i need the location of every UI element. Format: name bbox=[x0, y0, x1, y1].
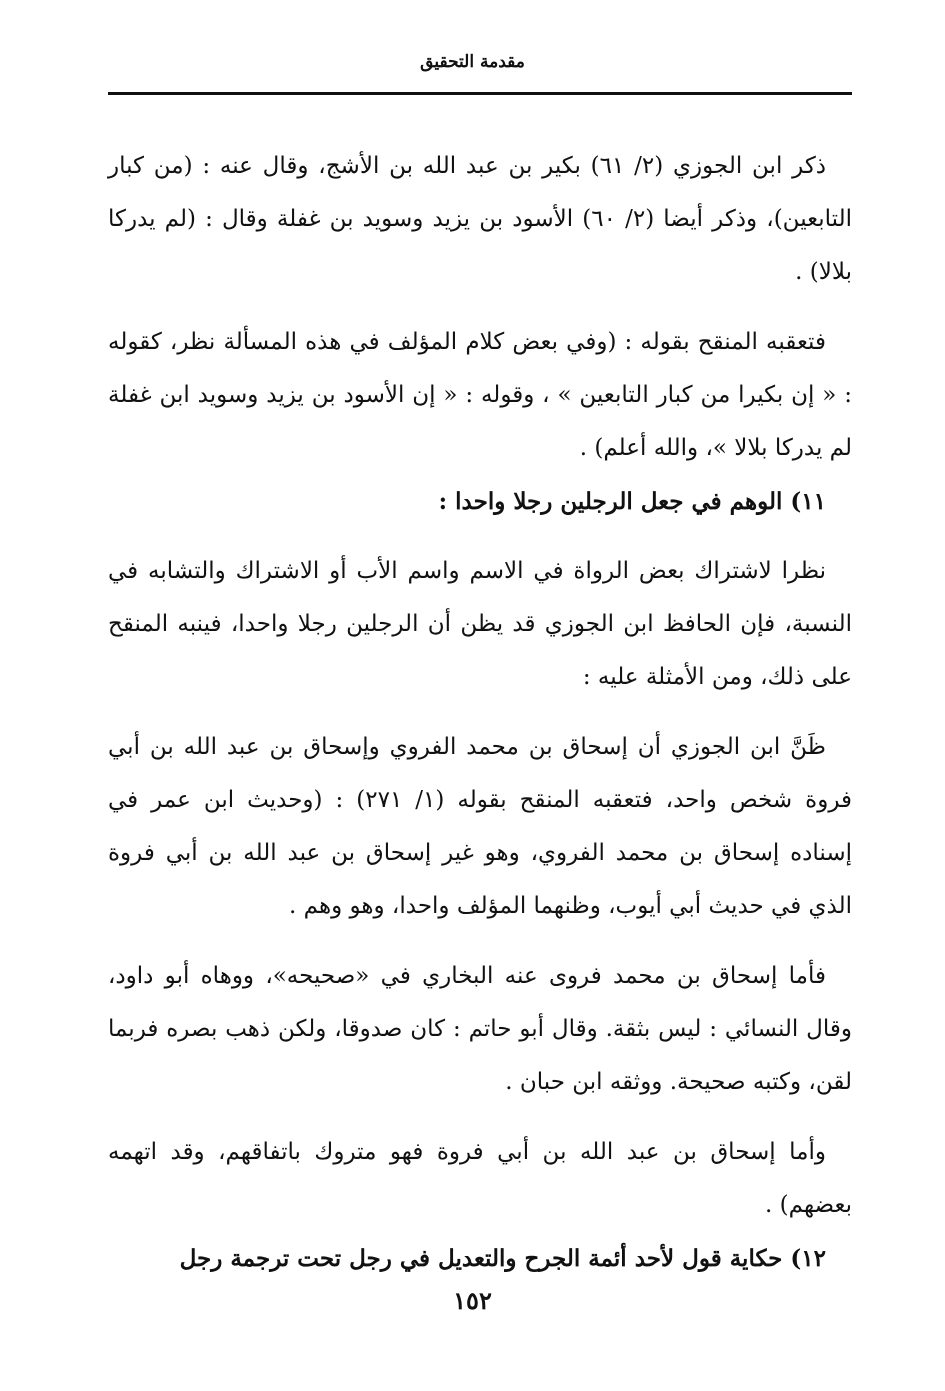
page-number: ١٥٢ bbox=[453, 1286, 492, 1315]
paragraph-ishaq-bin-muhammad: فأما إسحاق بن محمد فروى عنه البخاري في «صحيحه»، ووهاه أبو داود، وقال النسائي : ليس بثقة. وقال أبو حاتم : كان صدوقا، ولكن ذهب بصره فربما لقن، وكتبه صحيحة. ووثقه ابن حبان . bbox=[108, 963, 852, 1095]
paragraph-ishaq-bin-abdullah: وأما إسحاق بن عبد الله بن أبي فروة فهو متروك باتفاقهم، وقد اتهمه بعضهم) . bbox=[108, 1139, 852, 1218]
paragraph-ibn-jawzi-bukayr: ذكر ابن الجوزي (٢/ ٦١) بكير بن عبد الله بن الأشج، وقال عنه : (من كبار التابعين)، وذكر أيضا (٢/ ٦٠) الأسود بن يزيد وسويد بن غفلة وقال : (لم يدركا بلالا) . bbox=[108, 153, 852, 285]
section-heading-12: ١٢) حكاية قول لأحد أئمة الجرح والتعديل في رجل تحت ترجمة رجل bbox=[179, 1245, 826, 1272]
header-rule bbox=[108, 92, 852, 95]
paragraph-name-sharing: نظرا لاشتراك بعض الرواة في الاسم واسم الأب أو الاشتراك والتشابه في النسبة، فإن الحافظ ابن الجوزي قد يظن أن الرجلين رجلا واحدا، فينبه المنقح على ذلك، ومن الأمثلة عليه : bbox=[108, 558, 852, 690]
body-text bbox=[108, 140, 852, 1285]
paragraph-ishaq-confusion: ظَنَّ ابن الجوزي أن إسحاق بن محمد الفروي وإسحاق بن عبد الله بن أبي فروة شخص واحد، فتعقبه المنقح بقوله (١/ ٢٧١) : (وحديث ابن عمر في إسناده إسحاق بن محمد الفروي، وهو غير إسحاق بن عبد الله بن أبي فروة الذي في حديث أبي أيوب، وظنهما المؤلف واحدا، وهو وهم . bbox=[108, 734, 853, 919]
running-header-title: مقدمة التحقيق bbox=[420, 52, 525, 72]
section-heading-11: ١١) الوهم في جعل الرجلين رجلا واحدا : bbox=[438, 488, 826, 515]
paragraph-munaqqih-response: فتعقبه المنقح بقوله : (وفي بعض كلام المؤلف في هذه المسألة نظر، كقوله : « إن بكيرا من كبار التابعين » ، وقوله : « إن الأسود بن يزيد وسويد ابن غفلة لم يدركا بلالا »، والله أعلم) . bbox=[108, 329, 852, 461]
